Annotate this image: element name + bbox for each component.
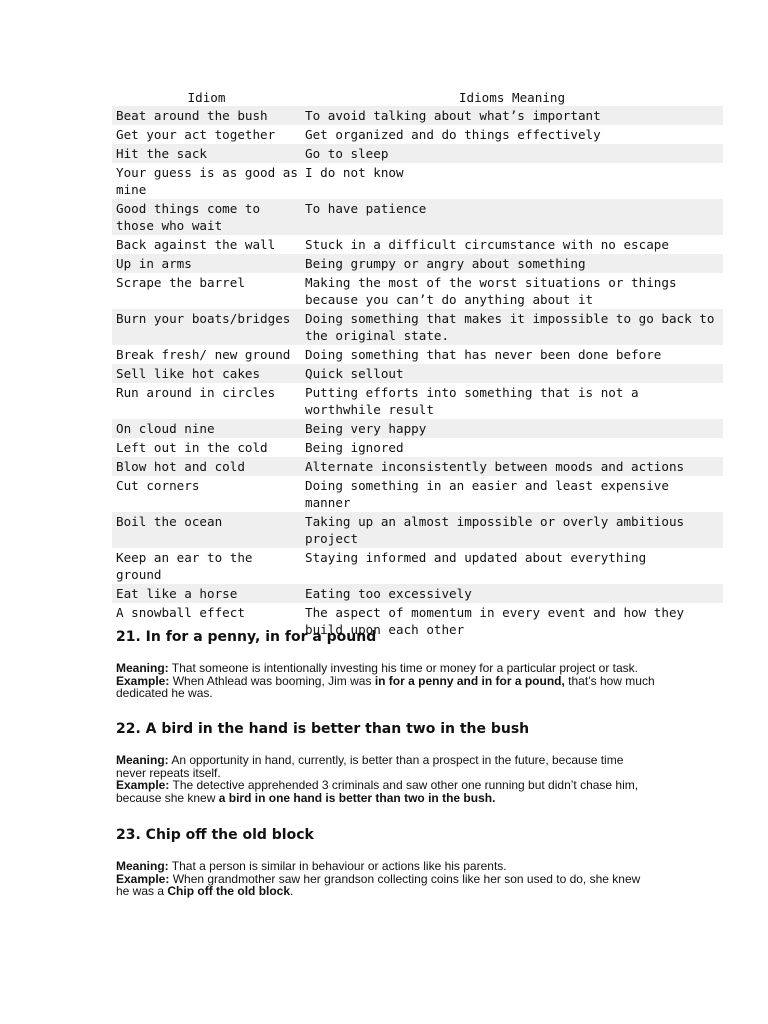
idiom-section-21 [116,628,656,700]
idiom-cell: Break fresh/ new ground [116,347,291,362]
meaning-cell: Doing something in an easier and least expensive manner [305,478,669,510]
table-row [112,438,723,457]
table-row [112,273,723,309]
idiom-cell: Sell like hot cakes [112,364,301,383]
table-row [112,309,723,345]
meaning-cell: Go to sleep [301,144,723,163]
example-label: Example: [116,673,170,688]
column-header-idiom: Idiom [187,90,226,105]
table-row [112,163,723,199]
example-paragraph [116,873,656,898]
table-row [112,512,723,548]
idiom-cell: A snowball effect [116,605,245,620]
idiom-cell: Get your act together [116,127,276,142]
idiom-cell: Eat like a horse [112,584,301,603]
idiom-cell: Boil the ocean [112,512,301,548]
meaning-label: Meaning: [116,661,169,675]
example-text: When Athlead was booming, Jim was [172,673,372,688]
meaning-cell: To have patience [301,199,723,235]
idiom-cell: Keep an ear to the ground [116,550,253,582]
meaning-cell: Being very happy [301,419,723,438]
table-row [112,364,723,383]
meaning-cell: Alternate inconsistently between moods and actions [301,457,723,476]
table-row [112,476,723,512]
table-row [112,235,723,254]
meaning-cell: Putting efforts into something that is not a worthwhile result [305,385,639,417]
meaning-text: That someone is intentionally investing his time or money for a particular project or task. [171,661,639,675]
meaning-paragraph [116,754,656,779]
idiom-cell: On cloud nine [112,419,301,438]
table-row [112,106,723,125]
table-row [112,199,723,235]
example-paragraph [116,779,656,804]
meaning-cell: Doing something that makes it impossible to go back to the original state. [301,309,723,345]
meaning-cell: Being ignored [305,440,404,455]
meaning-cell: Being grumpy or angry about something [301,254,723,273]
meaning-cell: The aspect of momentum in every event and how they build upon each other [305,605,685,637]
idiom-cell: Burn your boats/bridges [112,309,301,345]
idiom-cell: Cut corners [116,478,200,493]
idiom-section-22 [116,720,656,804]
section-heading: 23. Chip off the old block [116,827,314,843]
example-text: The detective apprehended 3 criminals and saw other one running but didn’t chase him, because she knew [116,778,639,805]
meaning-cell: To avoid talking about what’s important [301,106,723,125]
meaning-text: An opportunity in hand, currently, is better than a prospect in the future, because time never repeats itself. [116,753,624,780]
meaning-cell: I do not know [305,165,404,180]
meaning-cell: Get organized and do things effectively [305,127,601,142]
meaning-cell: Taking up an almost impossible or overly ambitious project [301,512,723,548]
idiom-cell: Blow hot and cold [112,457,301,476]
table-row [112,254,723,273]
meaning-cell: Staying informed and updated about everything [305,550,647,565]
idiom-cell: Up in arms [112,254,301,273]
idiom-cell: Left out in the cold [116,440,268,455]
meaning-cell: Eating too excessively [301,584,723,603]
example-highlight: in for a penny and in for a pound, [374,673,565,688]
table-header-row [112,89,723,106]
example-text: When grandmother saw her grandson collecting coins like her son used to do, she knew he was a [116,871,641,898]
idiom-cell: Beat around the bush [112,106,301,125]
table-row [112,383,723,419]
example-highlight: Chip off the old block [167,884,291,898]
example-text-end: . [290,884,294,898]
example-label: Example: [116,778,170,792]
table-row [112,548,723,584]
meaning-cell: Quick sellout [301,364,723,383]
example-label: Example: [116,871,170,886]
example-text-end: that’s how much dedicated he was. [116,673,655,700]
meaning-label: Meaning: [116,753,169,767]
meaning-text: That a person is similar in behaviour or actions like his parents. [171,859,507,873]
column-header-meaning: Idioms Meaning [458,90,566,105]
section-heading: 21. In for a penny, in for a pound [116,629,377,645]
idiom-cell: Run around in circles [116,385,276,400]
table-row [112,457,723,476]
idiom-cell: Back against the wall [116,237,276,252]
section-heading: 22. A bird in the hand is better than two in the bush [116,721,530,737]
meaning-cell: Doing something that has never been done before [305,347,662,362]
idioms-table [112,89,723,639]
example-highlight: a bird in one hand is better than two in the bush. [218,790,496,805]
meaning-cell: Stuck in a difficult circumstance with no escape [305,237,669,252]
idiom-cell: Your guess is as good as mine [116,165,298,197]
idiom-cell: Hit the sack [112,144,301,163]
idiom-cell: Good things come to those who wait [112,199,301,235]
meaning-label: Meaning: [116,859,169,873]
table-row [112,345,723,364]
table-row [112,144,723,163]
idiom-cell: Scrape the barrel [116,275,245,290]
example-paragraph [116,675,656,700]
table-row [112,584,723,603]
meaning-cell: Making the most of the worst situations or things because you can’t do anything about it [305,275,677,307]
table-row [112,125,723,144]
table-row [112,419,723,438]
idiom-section-23 [116,826,656,898]
